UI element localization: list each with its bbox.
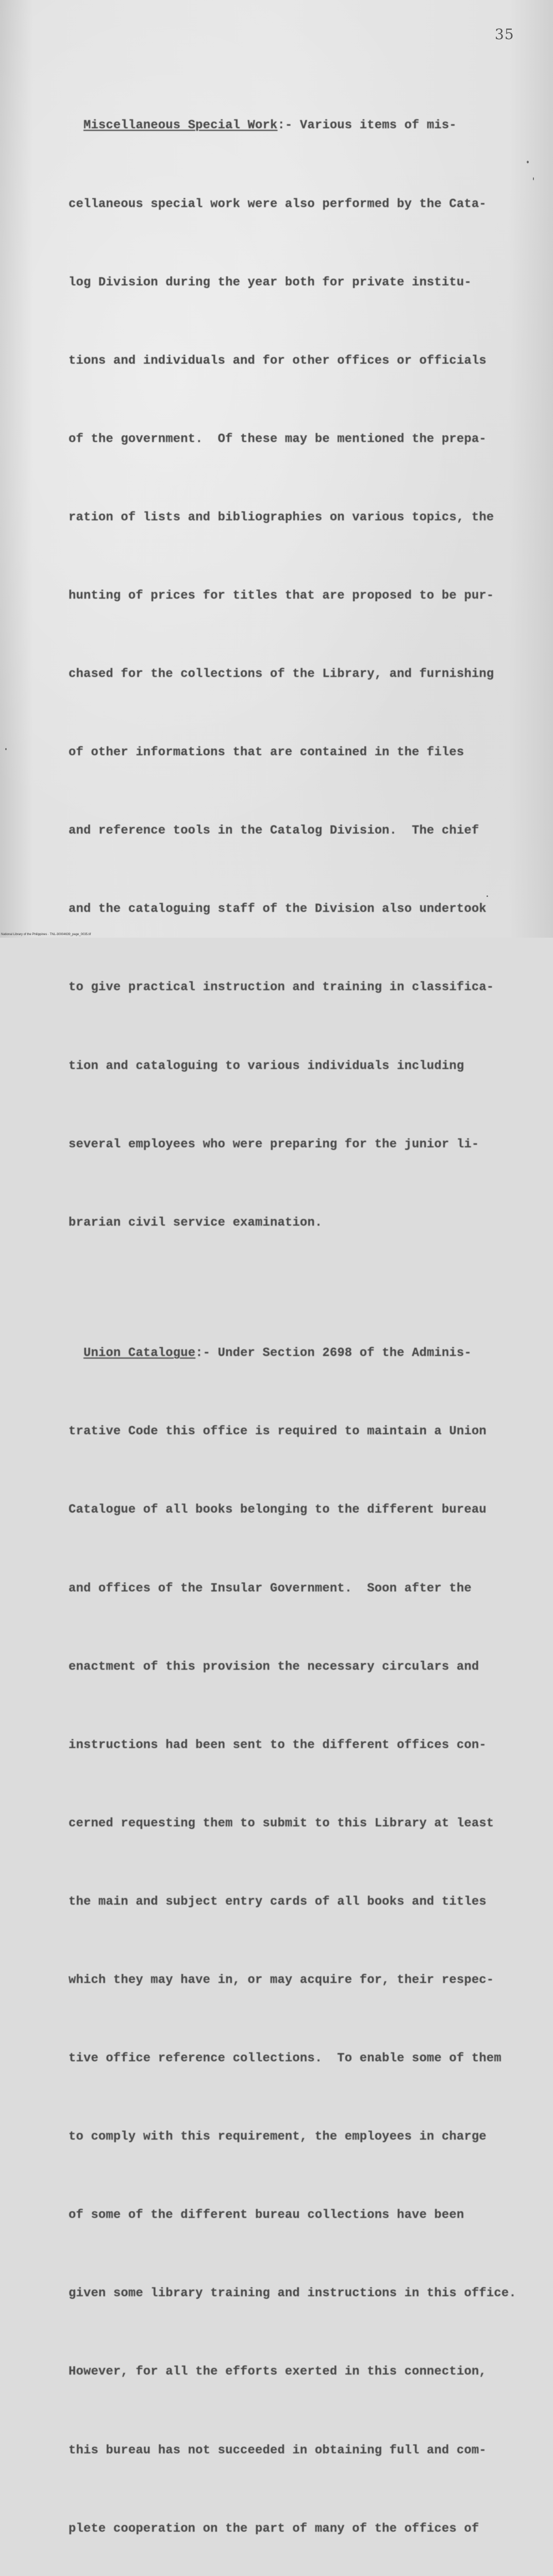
text-line: of the government. Of these may be mentioned the prepa-: [69, 432, 487, 446]
text-line: to comply with this requirement, the employees in charge: [69, 2130, 487, 2144]
section-heading: Union Catalogue: [83, 1346, 196, 1361]
text-line: tive office reference collections. To enable some of them: [69, 2052, 501, 2066]
paper-speck: [487, 895, 488, 897]
text-line: Catalogue of all books belonging to the different bureau: [69, 1503, 487, 1517]
text-line: tions and individuals and for other offices or officials: [69, 353, 487, 368]
text-line: given some library training and instructions in this office.: [69, 2286, 516, 2301]
text-line: enactment of this provision the necessary circulars and: [69, 1659, 479, 1674]
page-number: 35: [495, 26, 514, 43]
paragraph-miscellaneous-special-work: [69, 61, 522, 1289]
text-line: [69, 113, 522, 139]
text-line: and offices of the Insular Government. Soon after the: [69, 1581, 472, 1596]
text-line: chased for the collections of the Library, and furnishing: [69, 667, 494, 682]
text-line: brarian civil service examination.: [69, 1215, 323, 1230]
paper-speck: [533, 177, 534, 180]
text-line: log Division during the year both for private institu-: [69, 275, 472, 290]
text-line: to give practical instruction and training in classifica-: [69, 980, 494, 995]
document-body: [69, 61, 522, 2576]
text-line: the main and subject entry cards of all books and titles: [69, 1894, 487, 1909]
text-line: of some of the different bureau collections have been: [69, 2208, 464, 2223]
text-line: and reference tools in the Catalog Division. The chief: [69, 824, 479, 838]
text-line: instructions had been sent to the different offices con-: [69, 1738, 487, 1752]
text-line: and the cataloguing staff of the Division also undertook: [69, 902, 487, 917]
text-line-content: :- Various items of mis-: [277, 118, 457, 133]
text-line: trative Code this office is required to maintain a Union: [69, 1425, 487, 1439]
text-line: of other informations that are contained in the files: [69, 745, 464, 760]
text-line: cerned requesting them to submit to this Library at least: [69, 1816, 494, 1831]
text-line: this bureau has not succeeded in obtaining full and com-: [69, 2443, 487, 2458]
text-line-content: :- Under Section 2698 of the Adminis-: [195, 1346, 472, 1361]
paper-speck: [527, 161, 529, 163]
paper-speck: [5, 748, 7, 750]
text-line: tion and cataloguing to various individuals including: [69, 1059, 464, 1073]
scan-credit: National Library of the Philippines · TNL-30004639_page_0035.tif: [1, 933, 91, 936]
text-line: several employees who were preparing for the junior li-: [69, 1137, 479, 1151]
text-line: which they may have in, or may acquire for, their respec-: [69, 1973, 494, 1987]
text-line: hunting of prices for titles that are proposed to be pur-: [69, 588, 494, 603]
text-line: ration of lists and bibliographies on various topics, the: [69, 510, 494, 524]
paragraph-union-catalogue: [69, 1289, 522, 2576]
text-line: However, for all the efforts exerted in this connection,: [69, 2365, 487, 2379]
text-line: [69, 1341, 522, 1367]
section-heading: Miscellaneous Special Work: [83, 118, 278, 133]
text-line: plete cooperation on the part of many of the offices of: [69, 2521, 479, 2536]
text-line: cellaneous special work were also performed by the Cata-: [69, 197, 487, 211]
